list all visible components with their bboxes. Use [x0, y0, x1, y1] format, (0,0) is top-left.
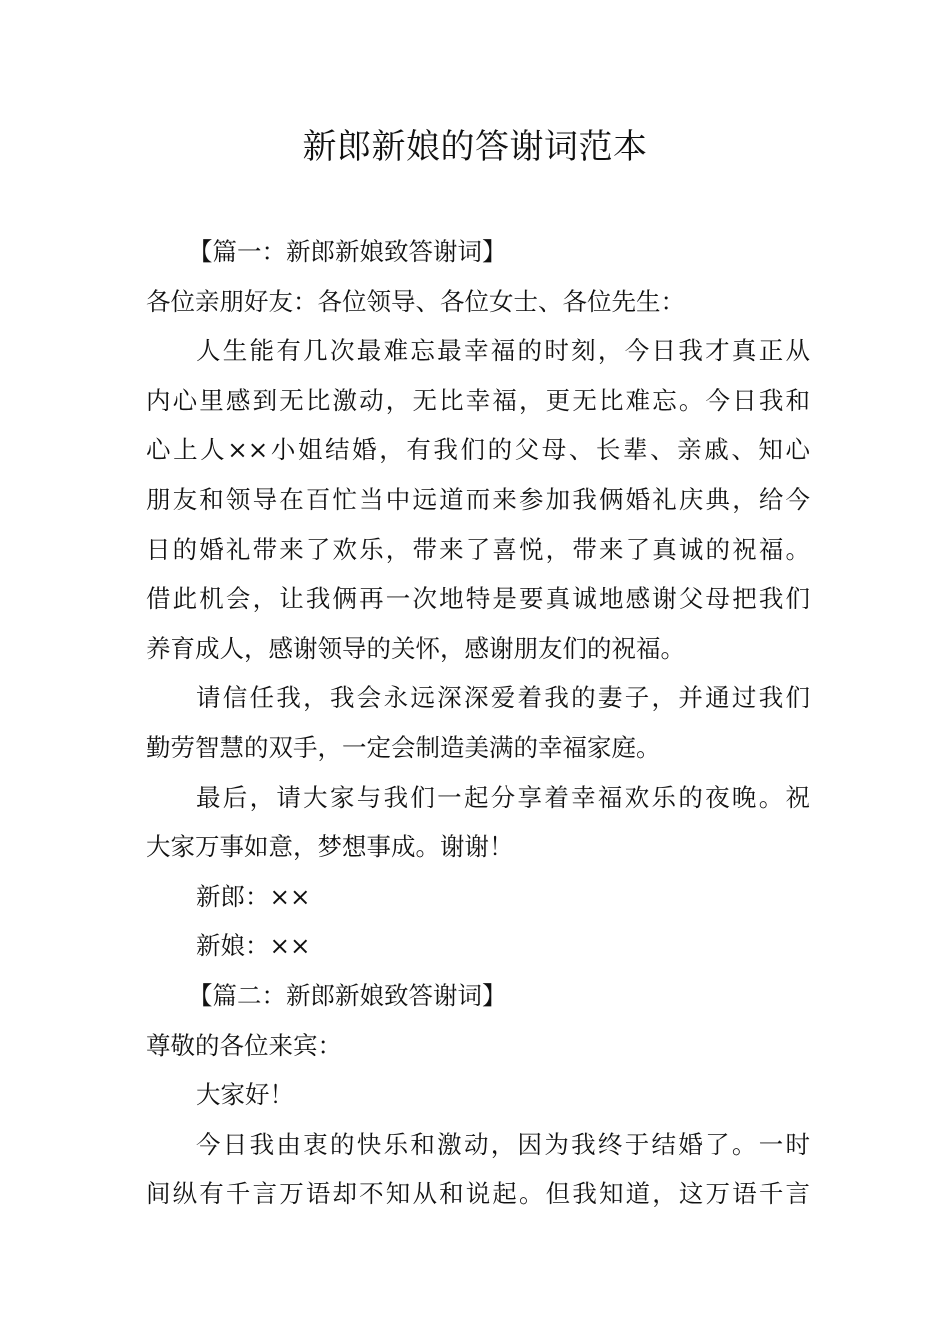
document-body	[146, 227, 810, 1219]
salutation-2: 尊敬的各位来宾：	[146, 1030, 342, 1060]
section-heading-2: 【篇二：新郎新娘致答谢词】	[188, 980, 507, 1010]
greeting-line: 大家好！	[196, 1080, 294, 1110]
paragraph-line: 心上人××小姐结婚，有我们的父母、长辈、亲戚、知心	[146, 435, 810, 465]
signature-groom: 新郎：××	[196, 881, 311, 911]
paragraph-line: 今日我由衷的快乐和激动，因为我终于结婚了。一时	[196, 1129, 810, 1159]
paragraph-line: 养育成人，感谢领导的关怀，感谢朋友们的祝福。	[146, 633, 685, 663]
paragraph-line: 朋友和领导在百忙当中远道而来参加我俩婚礼庆典，给今	[146, 484, 810, 514]
salutation-1: 各位亲朋好友：各位领导、各位女士、各位先生：	[146, 286, 685, 316]
paragraph-line: 勤劳智慧的双手，一定会制造美满的幸福家庭。	[146, 732, 661, 762]
paragraph-line: 日的婚礼带来了欢乐，带来了喜悦，带来了真诚的祝福。	[146, 534, 810, 564]
paragraph-line: 借此机会，让我俩再一次地特是要真诚地感谢父母把我们	[146, 584, 810, 614]
paragraph-line: 最后，请大家与我们一起分享着幸福欢乐的夜晚。祝	[196, 782, 810, 812]
paragraph-line: 间纵有千言万语却不知从和说起。但我知道，这万语千言	[146, 1179, 810, 1209]
document-title: 新郎新娘的答谢词范本	[302, 127, 648, 167]
paragraph-line: 大家万事如意，梦想事成。谢谢！	[146, 832, 514, 862]
paragraph-line: 请信任我，我会永远深深爱着我的妻子，并通过我们	[196, 683, 810, 713]
paragraph-line: 人生能有几次最难忘最幸福的时刻，今日我才真正从	[196, 336, 810, 366]
signature-bride: 新娘：××	[196, 931, 311, 961]
section-heading-1: 【篇一：新郎新娘致答谢词】	[188, 237, 507, 266]
paragraph-line: 内心里感到无比激动，无比幸福，更无比难忘。今日我和	[146, 385, 810, 415]
